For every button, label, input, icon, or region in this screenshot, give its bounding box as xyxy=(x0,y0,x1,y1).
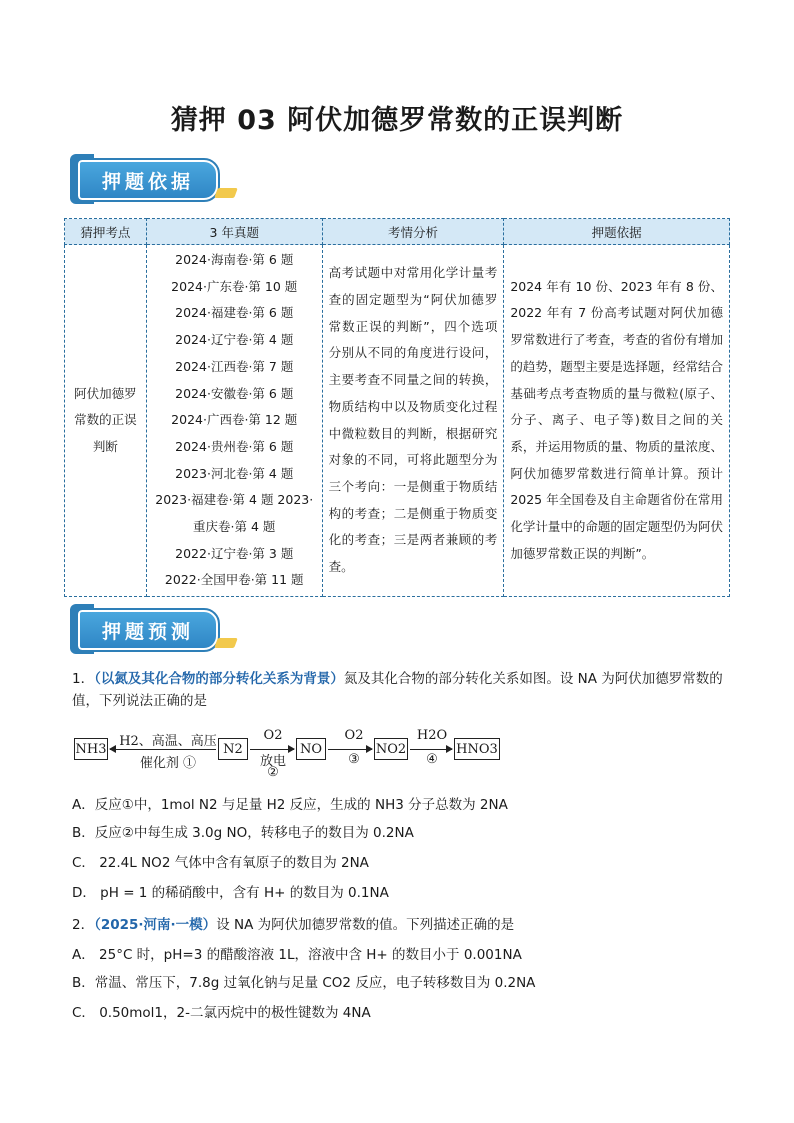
reaction-3-number: ③ xyxy=(348,752,360,767)
reaction-1-arrow xyxy=(110,749,216,750)
exam-item: 2023·河北卷·第 4 题 xyxy=(175,465,294,481)
header-analysis: 考情分析 xyxy=(322,219,504,245)
exam-item: 2024·辽宁卷·第 4 题 xyxy=(175,332,294,348)
reaction-3-reagent: O2 xyxy=(344,728,364,743)
question-2-option-c: C． 0.50mol1，2-二氯丙烷中的极性键数为 4NA xyxy=(72,1005,371,1021)
n2-box: N2 xyxy=(218,738,248,760)
exam-item: 2022·辽宁卷·第 3 题 xyxy=(175,545,294,561)
exam-item: 2023·福建卷·第 4 题 2023· xyxy=(155,492,314,508)
header-topic: 猜押考点 xyxy=(65,219,147,245)
exam-item: 2024·安徽卷·第 6 题 xyxy=(175,385,294,401)
banner-label: 押题依据 xyxy=(78,160,218,200)
section-banner-prediction xyxy=(70,604,230,656)
no-box: NO xyxy=(296,738,326,760)
question-1-option-c: C． 22.4L NO2 气体中含有氧原子的数目为 2NA xyxy=(72,855,369,871)
cell-analysis: 高考试题中对常用化学计量考查的固定题型为“阿伏加德罗常数正误的判断”，四个选项分别从不同的角度进行设问，主要考查不同量之间的转换，物质结构中以及物质变化过程中微粒数目的判断，根据研究对象的不同，可将此题型分为三个考向：一是侧重于物质结构的考查；二是侧重于物质变化的考查；三是两者兼顾的考查。 xyxy=(322,245,504,597)
question-number: 2． xyxy=(72,917,95,933)
question-text: 氮及其化合物的部分转化关系如图。设 NA 为阿伏加德罗常数的值，下列说法正确的是 xyxy=(72,671,723,709)
exam-item: 2022·全国甲卷·第 11 题 xyxy=(164,572,304,588)
reaction-4-number: ④ xyxy=(426,752,438,767)
table-row xyxy=(65,245,730,597)
question-number: 1． xyxy=(72,671,95,687)
reaction-1-condition: H2、高温、高压 xyxy=(119,734,217,749)
table-header-row xyxy=(65,219,730,245)
cell-exams xyxy=(146,245,322,597)
cell-basis: 2024 年有 10 份、2023 年有 8 份、2022 年有 7 份高考试题对阿伏加德罗常数进行了考查，考查的省份有增加的趋势，题型主要是选择题，经常结合基础考点考查物质的量与微粒(原子、分子、离子、电子等)数目之间的关系，并运用物质的量、物质的量浓度、阿伏加德罗常数进行简单计算。预计 2025 年全国卷及自主命题省份在常用化学计量中的命题的固定题型仍为阿伏加德罗常数正误的判断”。 xyxy=(504,245,730,597)
nitrogen-conversion-diagram xyxy=(74,728,504,784)
exam-item: 2024·江西卷·第 7 题 xyxy=(175,358,294,374)
exam-item: 2024·广西卷·第 12 题 xyxy=(171,412,298,428)
question-tag: （2025·河南·一模） xyxy=(94,917,217,933)
no2-box: NO2 xyxy=(374,738,408,760)
section-banner-basis xyxy=(70,154,230,206)
question-1-option-b: B．反应②中每生成 3.0g NO，转移电子的数目为 0.2NA xyxy=(72,825,414,841)
question-1-option-d: D． pH = 1 的稀硝酸中，含有 H+ 的数目为 0.1NA xyxy=(72,885,389,901)
exam-item: 2024·贵州卷·第 6 题 xyxy=(175,438,294,454)
reaction-4-reagent: H2O xyxy=(416,728,448,743)
question-2-option-b: B．常温、常压下，7.8g 过氧化钠与足量 CO2 反应，电子转移数目为 0.2NA xyxy=(72,975,536,991)
header-basis: 押题依据 xyxy=(504,219,730,245)
reaction-4-arrow xyxy=(410,749,452,750)
reaction-3-arrow xyxy=(328,749,372,750)
page-title: 猜押 03 阿伏加德罗常数的正误判断 xyxy=(170,105,624,136)
header-exams: 3 年真题 xyxy=(146,219,322,245)
cell-topic: 阿伏加德罗常数的正误判断 xyxy=(65,245,147,597)
question-1-option-a: A．反应①中，1mol N2 与足量 H2 反应，生成的 NH3 分子总数为 2NA xyxy=(72,797,508,813)
nh3-box: NH3 xyxy=(74,738,108,760)
question-tag: （以氮及其化合物的部分转化关系为背景） xyxy=(94,671,344,687)
exam-item: 2024·海南卷·第 6 题 xyxy=(175,252,294,267)
question-2-option-a: A． 25°C 时，pH=3 的醋酸溶液 1L，溶液中含 H+ 的数目小于 0.001NA xyxy=(72,947,522,963)
banner-label: 押题预测 xyxy=(78,610,218,650)
prediction-basis-table xyxy=(64,218,730,597)
reaction-2-number: ② xyxy=(267,765,279,780)
question-2-stem xyxy=(72,914,732,936)
question-1-stem xyxy=(72,668,732,712)
hno3-box: HNO3 xyxy=(454,738,500,760)
reaction-2-reagent: O2 xyxy=(263,728,283,743)
exam-item: 重庆卷·第 4 题 xyxy=(193,519,276,535)
reaction-2-condition: 放电 xyxy=(259,754,286,769)
question-text: 设 NA 为阿伏加德罗常数的值。下列描述正确的是 xyxy=(216,917,515,933)
pencil-icon xyxy=(214,188,238,198)
pencil-icon xyxy=(214,638,238,648)
exam-item: 2024·广东卷·第 10 题 xyxy=(171,278,298,294)
exam-item: 2024·福建卷·第 6 题 xyxy=(175,305,294,321)
reaction-1-catalyst: 催化剂 ① xyxy=(139,756,197,771)
